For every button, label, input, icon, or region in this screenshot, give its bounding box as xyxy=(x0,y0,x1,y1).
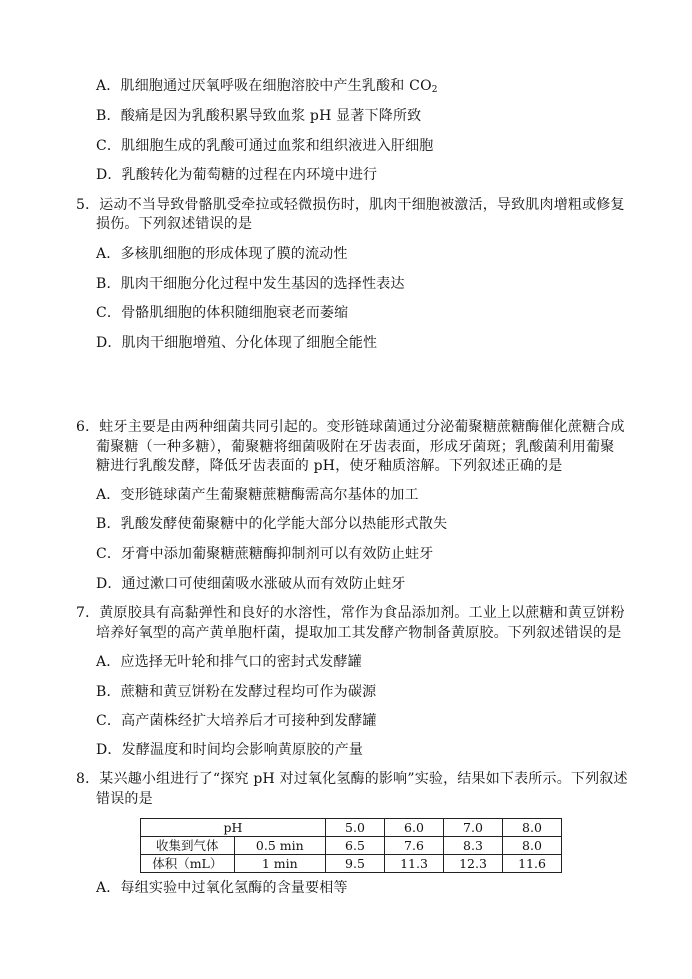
volume-cell: 11.3 xyxy=(385,855,444,873)
q4-option-a xyxy=(96,76,438,100)
q7-option-d: D．发酵温度和时间均会影响黄原胶的产量 xyxy=(96,742,364,758)
q8-stem-line1: 8．某兴趣小组进行了“探究 pH 对过氧化氢酶的影响”实验，结果如下表所示。下列叙述 xyxy=(76,771,628,787)
q7-stem-line1: 7．黄原胶具有高黏弹性和良好的水溶性，常作为食品添加剂。工业上以蔗糖和黄豆饼粉 xyxy=(76,605,625,621)
q6-option-d: D．通过漱口可使细菌吸水涨破从而有效防止蛀牙 xyxy=(96,576,406,592)
volume-cell: 8.0 xyxy=(503,837,562,855)
q6-stem-line2: 葡聚糖（一种多糖），葡聚糖将细菌吸附在牙齿表面，形成牙菌斑；乳酸菌利用葡聚 xyxy=(96,439,615,455)
ph-results-table xyxy=(140,818,562,873)
time-cell: 1 min xyxy=(234,855,325,873)
ph-value-cell: 5.0 xyxy=(326,819,385,837)
q5-option-c: C．骨骼肌细胞的体积随细胞衰老而萎缩 xyxy=(96,305,349,321)
q4-option-a-text: A．肌细胞通过厌氧呼吸在细胞溶胶中产生乳酸和 CO xyxy=(96,78,432,94)
volume-cell: 6.5 xyxy=(326,837,385,855)
q4-option-b: B．酸痛是因为乳酸积累导致血浆 pH 显著下降所致 xyxy=(96,108,422,124)
q6-option-c: C．牙膏中添加葡聚糖蔗糖酶抑制剂可以有效防止蛀牙 xyxy=(96,546,434,562)
q7-stem-line2: 培养好氧型的高产黄单胞杆菌，提取加工其发酵产物制备黄原胶。下列叙述错误的是 xyxy=(96,625,622,641)
q7-option-c: C．高产菌株经扩大培养后才可接种到发酵罐 xyxy=(96,713,377,729)
q6-option-a: A．变形链球菌产生葡聚糖蔗糖酶需高尔基体的加工 xyxy=(96,487,419,503)
row-label-cell: 体积（mL） xyxy=(141,855,235,873)
table-row xyxy=(141,837,562,855)
q5-option-a: A．多核肌细胞的形成体现了膜的流动性 xyxy=(96,246,348,262)
ph-header-cell: pH xyxy=(141,819,326,837)
q8-option-a: A．每组实验中过氧化氢酶的含量要相等 xyxy=(96,880,348,896)
q8-stem-line2: 错误的是 xyxy=(96,791,153,807)
q7-option-b: B．蔗糖和黄豆饼粉在发酵过程均可作为碳源 xyxy=(96,684,377,700)
q5-option-b: B．肌肉干细胞分化过程中发生基因的选择性表达 xyxy=(96,276,405,292)
ph-value-cell: 8.0 xyxy=(503,819,562,837)
time-cell: 0.5 min xyxy=(234,837,325,855)
row-label-cell: 收集到气体 xyxy=(141,837,235,855)
q7-option-a: A．应选择无叶轮和排气口的密封式发酵罐 xyxy=(96,654,362,670)
ph-value-cell: 7.0 xyxy=(444,819,503,837)
volume-cell: 12.3 xyxy=(444,855,503,873)
q6-option-b: B．乳酸发酵使葡聚糖中的化学能大部分以热能形式散失 xyxy=(96,516,448,532)
q5-stem-line2: 损伤。下列叙述错误的是 xyxy=(96,216,253,232)
q6-stem-line1: 6．蛀牙主要是由两种细菌共同引起的。变形链球菌通过分泌葡聚糖蔗糖酶催化蔗糖合成 xyxy=(76,419,625,435)
volume-cell: 9.5 xyxy=(326,855,385,873)
q5-stem-line1: 5．运动不当导致骨骼肌受牵拉或轻微损伤时，肌肉干细胞被激活，导致肌肉增粗或修复 xyxy=(76,197,625,213)
q5-option-d: D．肌肉干细胞增殖、分化体现了细胞全能性 xyxy=(96,335,378,351)
table-row xyxy=(141,855,562,873)
q6-stem-line3: 糖进行乳酸发酵，降低牙齿表面的 pH，使牙釉质溶解。下列叙述正确的是 xyxy=(96,458,563,474)
table-header-row xyxy=(141,819,562,837)
volume-cell: 8.3 xyxy=(444,837,503,855)
q4-option-d: D．乳酸转化为葡萄糖的过程在内环境中进行 xyxy=(96,167,378,183)
ph-value-cell: 6.0 xyxy=(385,819,444,837)
q4-option-c: C．肌细胞生成的乳酸可通过血浆和组织液进入肝细胞 xyxy=(96,138,434,154)
volume-cell: 7.6 xyxy=(385,837,444,855)
volume-cell: 11.6 xyxy=(503,855,562,873)
co2-subscript: 2 xyxy=(431,85,438,95)
